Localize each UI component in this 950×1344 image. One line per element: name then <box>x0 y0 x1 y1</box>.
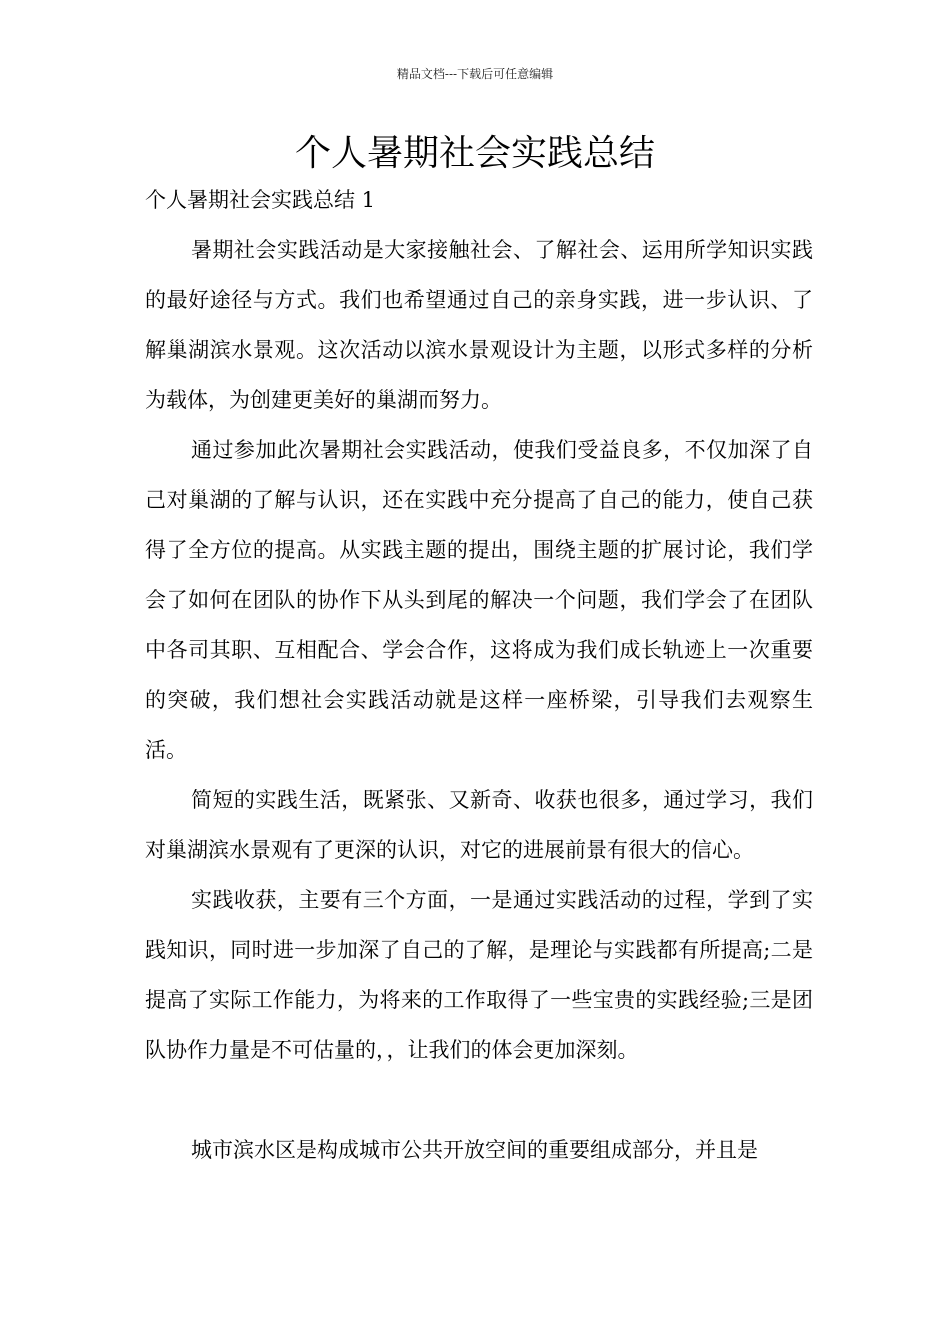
document-body <box>145 225 813 1175</box>
paragraph: 通过参加此次暑期社会实践活动，使我们受益良多，不仅加深了自己对巢湖的了解与认识，还在实践中充分提高了自己的能力，使自己获得了全方位的提高。从实践主题的提出，围绕主题的扩展讨论，我们学会了如何在团队的协作下从头到尾的解决一个问题，我们学会了在团队中各司其职、互相配合、学会合作，这将成为我们成长轨迹上一次重要的突破，我们想社会实践活动就是这样一座桥梁，引导我们去观察生活。 <box>145 438 813 762</box>
paragraph: 城市滨水区是构成城市公共开放空间的重要组成部分，并且是 <box>191 1138 758 1162</box>
document-title: 个人暑期社会实践总结 <box>294 133 655 174</box>
section-heading: 个人暑期社会实践总结 1 <box>145 188 376 212</box>
paragraph: 简短的实践生活，既紧张、又新奇、收获也很多，通过学习，我们对巢湖滨水景观有了更深的认识，对它的进展前景有很大的信心。 <box>145 788 813 862</box>
paragraph: 暑期社会实践活动是大家接触社会、了解社会、运用所学知识实践的最好途径与方式。我们也希望通过自己的亲身实践，进一步认识、了解巢湖滨水景观。这次活动以滨水景观设计为主题，以形式多样的分析为载体，为创建更美好的巢湖而努力。 <box>145 238 813 412</box>
paragraph-spacer <box>145 1075 813 1125</box>
page-header-banner: 精品文档---下载后可任意编辑 <box>396 67 554 81</box>
paragraph: 实践收获，主要有三个方面，一是通过实践活动的过程，学到了实践知识，同时进一步加深了自己的了解，是理论与实践都有所提高;二是提高了实际工作能力，为将来的工作取得了一些宝贵的实践经验;三是团队协作力量是不可估量的，，让我们的体会更加深刻。 <box>145 888 813 1062</box>
